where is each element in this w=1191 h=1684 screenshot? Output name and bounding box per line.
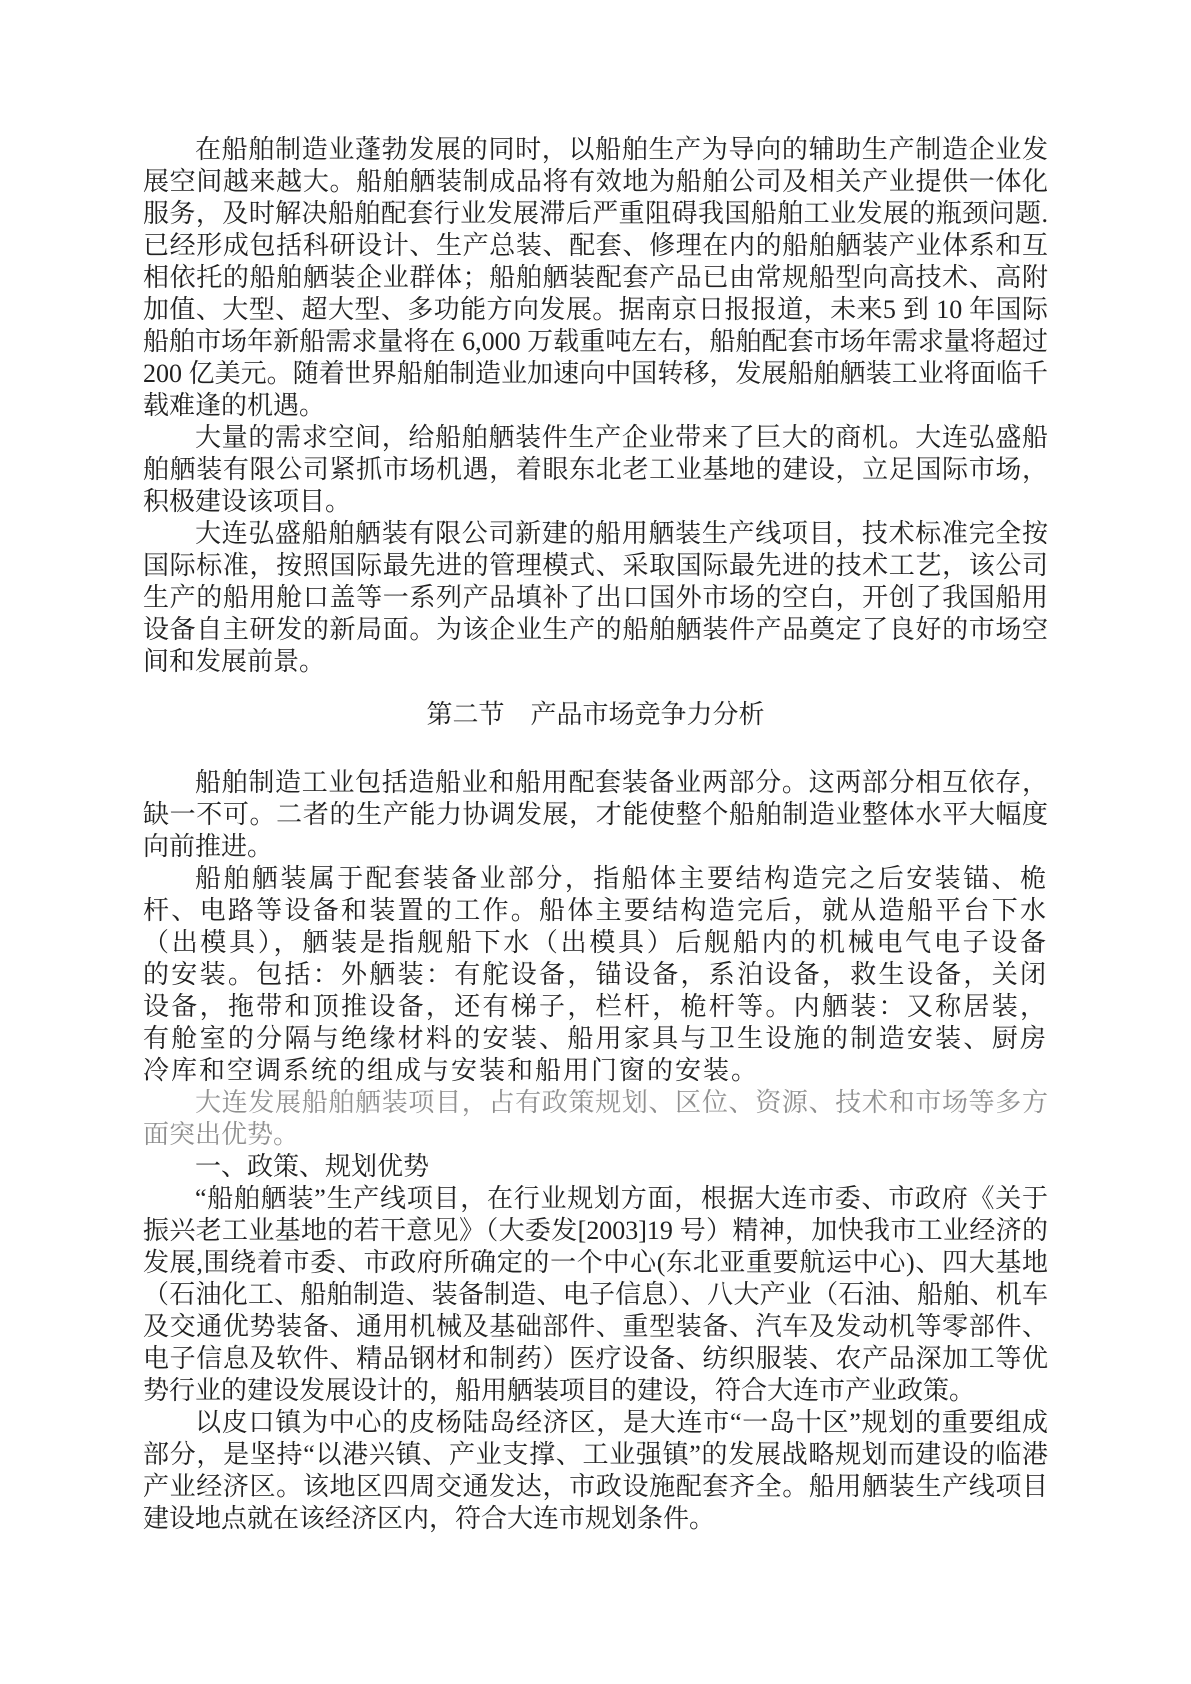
paragraph: 船舶制造工业包括造船业和船用配套装备业两部分。这两部分相互依存，缺一不可。二者的生产能力协调发展，才能使整个船舶制造业整体水平大幅度向前推进。 — [143, 768, 1048, 861]
subsection-heading: 一、政策、规划优势 — [195, 1152, 430, 1181]
paragraph-muted: 大连发展船舶舾装项目，占有政策规划、区位、资源、技术和市场等多方面突出优势。 — [143, 1088, 1048, 1149]
paragraph: “船舶舾装”生产线项目，在行业规划方面，根据大连市委、市政府《关于振兴老工业基地的若干意见》（大委发[2003]19 号）精神，加快我市工业经济的发展,围绕着市委、市政府所确定的一个中心(东北亚重要航运中心)、四大基地（石油化工、船舶制造、装备制造、电子信息）、八大产业（石油、船舶、机车及交通优势装备、通用机械及基础部件、重型装备、汽车及发动机等零部件、电子信息及软件、精品钢材和制药）医疗设备、纺织服装、农产品深加工等优势行业的建设发展设计的，船用舾装项目的建设，符合大连市产业政策。 — [143, 1184, 1048, 1405]
paragraph: 船舶舾装属于配套装备业部分，指船体主要结构造完之后安装锚、桅杆、电路等设备和装置的工作。船体主要结构造完后，就从造船平台下水（出模具），舾装是指舰船下水（出模具）后舰船内的机械电气电子设备的安装。包括：外舾装：有舵设备，锚设备，系泊设备，救生设备，关闭设备，拖带和顶推设备，还有梯子，栏杆，桅杆等。内舾装：又称居装，有舱室的分隔与绝缘材料的安装、船用家具与卫生设施的制造安装、厨房冷库和空调系统的组成与安装和船用门窗的安装。 — [143, 864, 1048, 1085]
paragraph: 在船舶制造业蓬勃发展的同时，以船舶生产为导向的辅助生产制造企业发展空间越来越大。船舶舾装制成品将有效地为船舶公司及相关产业提供一体化服务，及时解决船舶配套行业发展滞后严重阻碍我国船舶工业发展的瓶颈问题.已经形成包括科研设计、生产总装、配套、修理在内的船舶舾装产业体系和互相依托的船舶舾装企业群体；船舶舾装配套产品已由常规船型向高技术、高附加值、大型、超大型、多功能方向发展。据南京日报报道，未来5 到 10 年国际船舶市场年新船需求量将在 6,000 万载重吨左右，船舶配套市场年需求量将超过 200 亿美元。随着世界船舶制造业加速向中国转移，发展船舶舾装工业将面临千载难逢的机遇。 — [143, 135, 1048, 420]
paragraph: 大连弘盛船舶舾装有限公司新建的船用舾装生产线项目，技术标准完全按国际标准，按照国际最先进的管理模式、采取国际最先进的技术工艺，该公司生产的船用舱口盖等一系列产品填补了出口国外市场的空白，开创了我国船用设备自主研发的新局面。为该企业生产的船舶舾装件产品奠定了良好的市场空间和发展前景。 — [143, 519, 1048, 676]
paragraph: 以皮口镇为中心的皮杨陆岛经济区，是大连市“一岛十区”规划的重要组成部分，是坚持“以港兴镇、产业支撑、工业强镇”的发展战略规划而建设的临港产业经济区。该地区四周交通发达，市政设施配套齐全。船用舾装生产线项目建设地点就在该经济区内，符合大连市规划条件。 — [143, 1408, 1048, 1533]
paragraph: 大量的需求空间，给船舶舾装件生产企业带来了巨大的商机。大连弘盛船舶舾装有限公司紧抓市场机遇，着眼东北老工业基地的建设，立足国际市场，积极建设该项目。 — [143, 423, 1048, 516]
section-heading: 第二节 产品市场竞争力分析 — [426, 700, 765, 729]
